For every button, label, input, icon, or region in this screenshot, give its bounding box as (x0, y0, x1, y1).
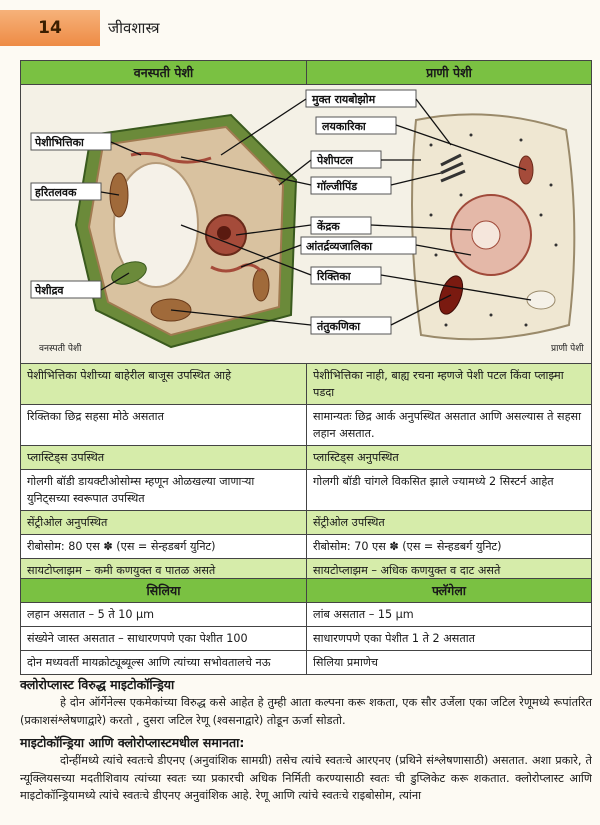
section-title: माइटोकॉन्ड्रिया आणि क्लोरोप्लास्टमधील समानता: (20, 735, 245, 750)
header-animal-cell: प्राणी पेशी (307, 61, 592, 85)
plant-cell-feature: पेशीभित्तिका पेशीच्या बाहेरील बाजूस उपस्थित आहे (21, 364, 307, 405)
header-plant-cell: वनस्पती पेशी (21, 61, 307, 85)
section-paragraph: हे दोन ऑर्गेनेल्स एकमेकांच्या विरुद्ध कसे आहेत हे तुम्ही आता कल्पना करू शकता, एक सौर उर्जेला एका जटिल रेणूमध्ये रूपांतरित (प्रकाशसंश्लेषणाद्वारे) करतो , दुसरा जटिल रेणू (श्वसनाद्वारे) तोडून ऊर्जा सोडतो. (20, 696, 592, 727)
label-lysosome: लयकारिका (322, 120, 366, 133)
label-ribosome: मुक्त रायबोझोम (312, 93, 376, 106)
plant-caption: वनस्पती पेशी (39, 344, 82, 354)
plant-cell-feature: रिक्तिका छिद्र सहसा मोठे असतात (21, 405, 307, 446)
label-golgi: गॉल्जीपिंड (317, 180, 358, 193)
animal-cell-feature: सामान्यतः छिद्र आर्क अनुपस्थित असतात आणि असल्यास ते सहसा लहान असतात. (307, 405, 592, 446)
cell-diagram-svg (21, 85, 591, 363)
header-flagella: फ्लॅगेला (307, 579, 592, 603)
table-row (21, 470, 592, 511)
plant-cell-feature: सायटोप्लाझम – कमी कणयुक्त व पातळ असते (21, 559, 307, 583)
section-title: क्लोरोप्लास्ट विरुद्ध माइटोकॉन्ड्रिया (20, 677, 175, 692)
flagella-feature: साधारणपणे एका पेशीत 1 ते 2 असतात (307, 627, 592, 651)
cell-diagram (21, 85, 592, 364)
cilia-feature: दोन मध्यवर्ती मायक्रोट्यूब्यूल्स आणि त्यांच्या सभोवतालचे नऊ (21, 651, 307, 675)
table-row (21, 511, 592, 535)
flagella-feature: सिलिया प्रमाणेच (307, 651, 592, 675)
section-paragraph: दोन्हींमध्ये त्यांचे स्वतःचे डीएनए (अनुवांशिक सामग्री) तसेच त्यांचे स्वतःचे आरएनए (प्रथिने संश्लेषणासाठी) असतात. अशा प्रकारे, ते न्यूक्लियसच्या मदतीशिवाय त्यांच्या स्वतः च्या प्रकारची अधिक निर्मिती करण्यासाठी स्वतः ची डुप्लिकेट करू शकतात. क्लोरोप्लास्ट आणि माइटोकॉन्ड्रियामध्ये त्यांचे स्वतःचे डीएनए अनुवांशिक आहे. रेणू आणि त्यांचे स्वतःचे राइबोसोम, त्यांना (20, 754, 592, 802)
table-row (21, 603, 592, 627)
label-mitochondria: तंतुकणिका (317, 320, 361, 333)
header-cilia: सिलिया (21, 579, 307, 603)
page-number: 14 (0, 10, 100, 46)
cilia-feature: संख्येने जास्त असतात – साधारणपणे एका पेशीत 100 (21, 627, 307, 651)
table-header-row (21, 579, 592, 603)
label-vacuole: रिक्तिका (317, 270, 351, 283)
table-row (21, 627, 592, 651)
plant-cell-feature: गोलगी बॉडी डायक्टीओसोम्स म्हणून ओळखल्या जाणाऱ्या युनिट्सच्या स्वरूपात उपस्थित (21, 470, 307, 511)
table-row (21, 405, 592, 446)
animal-cell-feature: गोलगी बॉडी चांगले विकसित झाले ज्यामध्ये 2 सिस्टर्न आहेत (307, 470, 592, 511)
animal-caption: प्राणी पेशी (551, 344, 584, 354)
book-title: जीवशास्त्र (108, 19, 160, 37)
animal-cell-feature: पेशीभित्तिका नाही, बाह्य रचना म्हणजे पेशी पटल किंवा प्लाझ्मा पडदा (307, 364, 592, 405)
animal-cell-feature: सेंट्रीओल उपस्थित (307, 511, 592, 535)
plant-cell-feature: प्लास्टिड्स उपस्थित (21, 446, 307, 470)
label-nucleus: केंद्रक (317, 220, 340, 233)
label-cell-wall: पेशीभित्तिका (35, 136, 84, 149)
label-chloroplast: हरितलवक (35, 186, 77, 199)
animal-cell-illustration (412, 114, 584, 354)
label-er: आंतर्द्रव्यजालिका (306, 240, 373, 253)
plant-cell-feature: रीबोसोम: 80 एस ✽ (एस = सेन्हडबर्ग युनिट) (21, 535, 307, 559)
cell-comparison-table (20, 60, 592, 583)
table-row (21, 535, 592, 559)
table-row (21, 651, 592, 675)
flagella-feature: लांब असतात – 15 μm (307, 603, 592, 627)
plant-cell-feature: सेंट्रीओल अनुपस्थित (21, 511, 307, 535)
animal-cell-feature: प्लास्टिड्स अनुपस्थित (307, 446, 592, 470)
cilia-feature: लहान असतात – 5 ते 10 μm (21, 603, 307, 627)
diagram-row (21, 85, 592, 364)
plant-cell-illustration (39, 115, 296, 354)
page-header (0, 0, 600, 50)
cilia-flagella-table (20, 578, 592, 675)
table-row (21, 446, 592, 470)
label-cytoplasm: पेशीद्रव (35, 284, 64, 297)
animal-cell-feature: सायटोप्लाझम – अधिक कणयुक्त व दाट असते (307, 559, 592, 583)
table-row (21, 364, 592, 405)
table-header-row (21, 61, 592, 85)
animal-cell-feature: रीबोसोम: 70 एस ✽ (एस = सेन्हडबर्ग युनिट) (307, 535, 592, 559)
label-membrane: पेशीपटल (317, 154, 353, 167)
